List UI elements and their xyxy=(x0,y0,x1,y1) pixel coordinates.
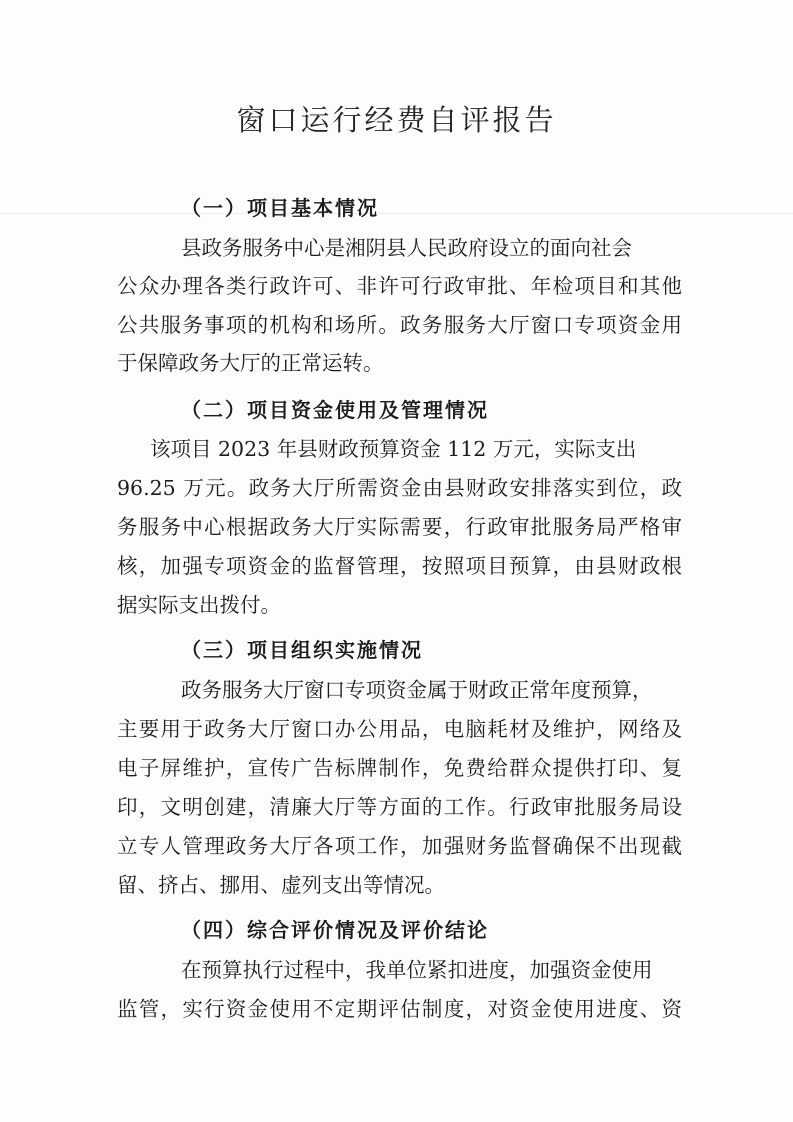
paragraph-line: 公共服务事项的机构和场所。政务服务大厅窗口专项资金用 xyxy=(117,313,682,337)
paragraph-line: 监管，实行资金使用不定期评估制度，对资金使用进度、资 xyxy=(117,997,682,1021)
section-heading-1: （一）项目基本情况 xyxy=(181,196,379,220)
paragraph-line: 电子屏维护，宣传广告标牌制作，免费给群众提供打印、复 xyxy=(117,756,682,780)
paragraph-line: 印，文明创建，清廉大厅等方面的工作。行政审批服务局设 xyxy=(117,795,682,819)
paragraph-line: 于保障政务大厅的正常运转。 xyxy=(117,351,384,375)
scan-artifact-line xyxy=(0,213,793,214)
document-title: 窗口运行经费自评报告 xyxy=(236,103,557,137)
paragraph-line: 县政务服务中心是湘阴县人民政府设立的面向社会 xyxy=(181,236,632,260)
paragraph-line: 核，加强专项资金的监督管理，按照项目预算，由县财政根 xyxy=(117,554,682,578)
paragraph-line: 在预算执行过程中，我单位紧扣进度，加强资金使用 xyxy=(181,958,653,982)
section-heading-4: （四）综合评价情况及评价结论 xyxy=(181,918,489,942)
paragraph-line: 主要用于政务大厅窗口办公用品，电脑耗材及维护，网络及 xyxy=(117,717,682,741)
paragraph-line: 96.25 万元。政务大厅所需资金由县财政安排落实到位，政 xyxy=(117,476,682,500)
section-heading-2: （二）项目资金使用及管理情况 xyxy=(181,398,489,422)
paragraph-line: 政务服务大厅窗口专项资金属于财政正常年度预算， xyxy=(181,678,653,702)
section-heading-3: （三）项目组织实施情况 xyxy=(181,638,423,662)
paragraph-line: 立专人管理政务大厅各项工作，加强财务监督确保不出现截 xyxy=(117,834,682,858)
paragraph-line: 务服务中心根据政务大厅实际需要，行政审批服务局严格审 xyxy=(117,515,682,539)
paragraph-line: 该项目 2023 年县财政预算资金 112 万元，实际支出 xyxy=(150,437,637,461)
paragraph-line: 公众办理各类行政许可、非许可行政审批、年检项目和其他 xyxy=(117,274,682,298)
paragraph-line: 留、挤占、挪用、虚列支出等情况。 xyxy=(117,873,445,897)
paragraph-line: 据实际支出拨付。 xyxy=(117,593,281,617)
